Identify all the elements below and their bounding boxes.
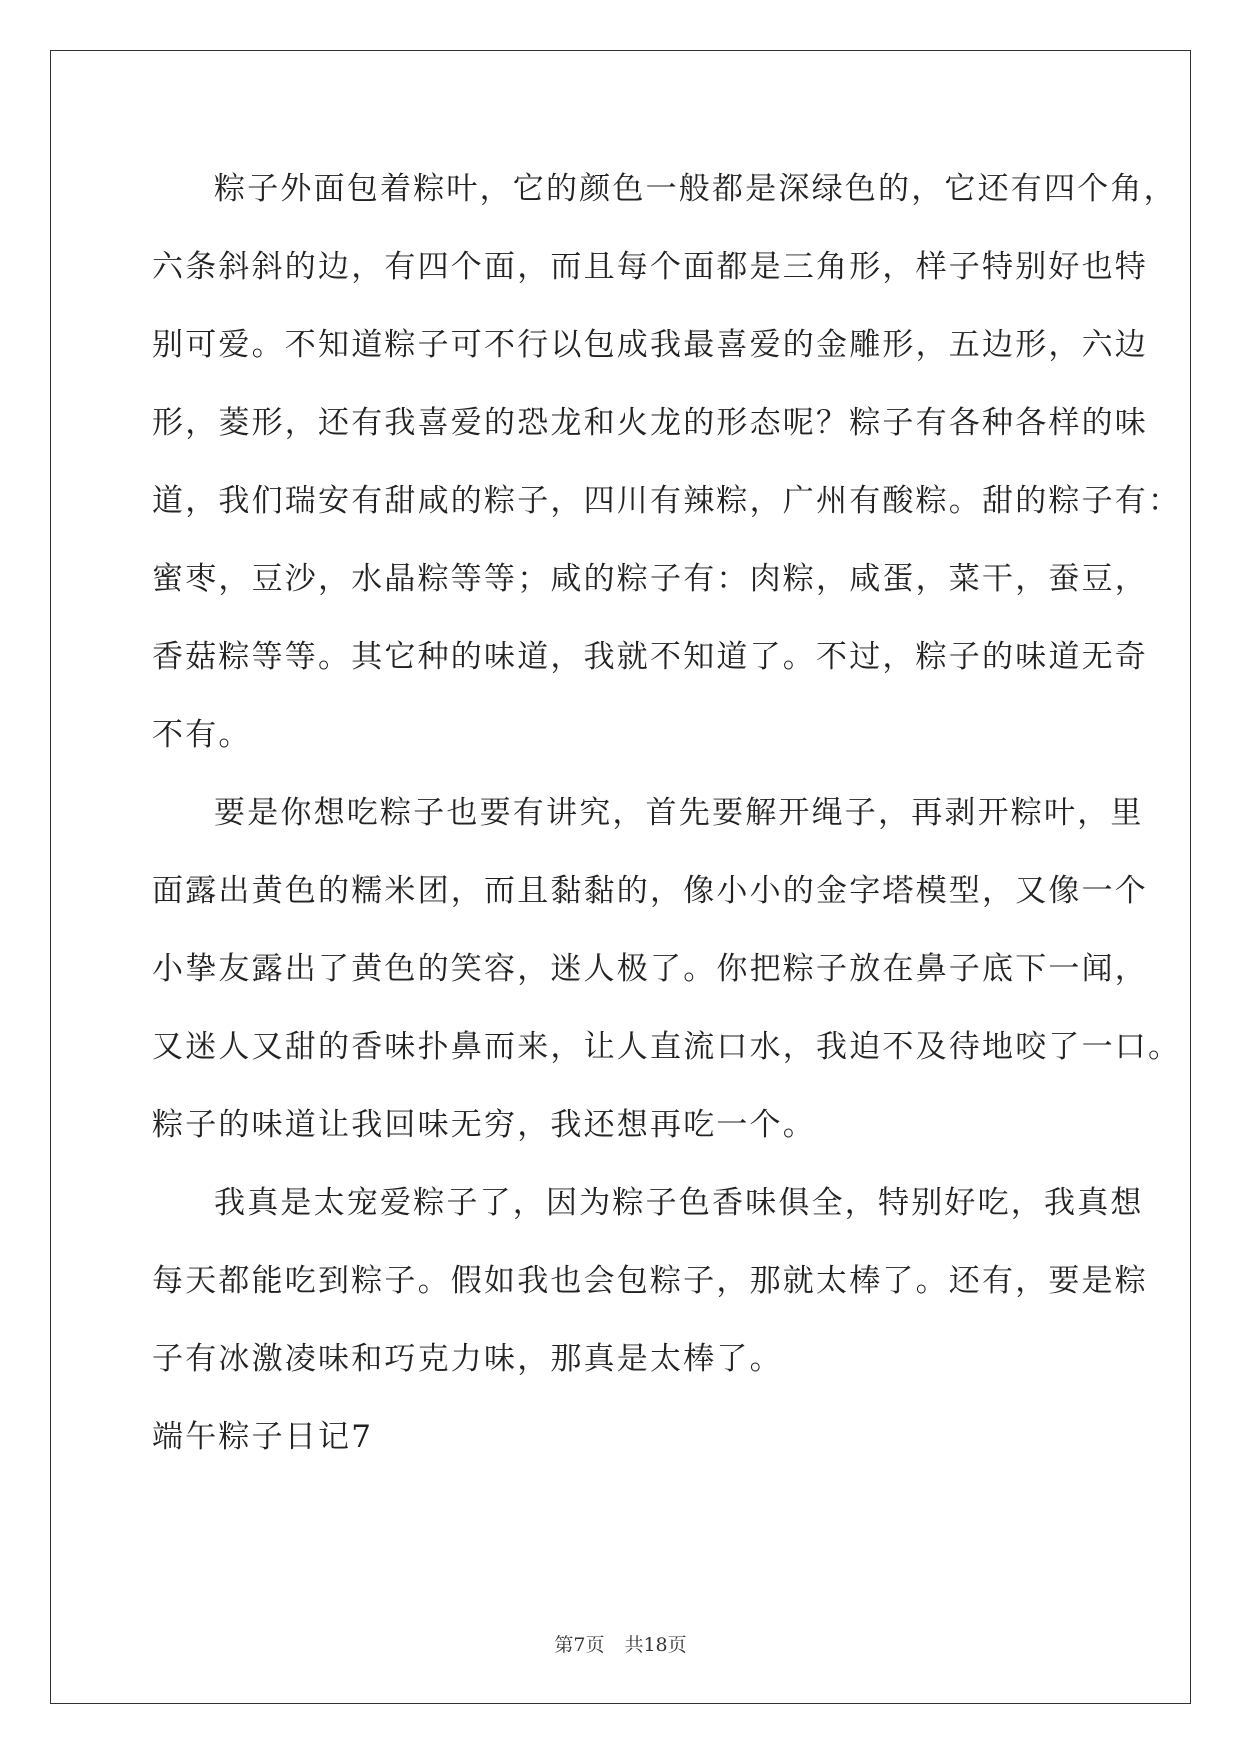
text-line: 道，我们瑞安有甜咸的粽子，四川有辣粽，广州有酸粽。甜的粽子有：	[152, 483, 1182, 519]
paragraph-2	[152, 774, 1182, 1164]
text-line: 蜜枣，豆沙，水晶粽等等；咸的粽子有：肉粽，咸蛋，菜干，蚕豆，	[152, 561, 1148, 597]
page-footer	[0, 1630, 1241, 1657]
paragraph-3	[152, 1164, 1148, 1398]
text-line: 每天都能吃到粽子。假如我也会包粽子，那就太棒了。还有，要是粽	[152, 1263, 1148, 1299]
text-line: 形，菱形，还有我喜爱的恐龙和火龙的形态呢？粽子有各种各样的味	[152, 405, 1148, 441]
text-line: 粽子外面包着粽叶，它的颜色一般都是深绿色的，它还有四个角，	[214, 171, 1177, 207]
text-line: 面露出黄色的糯米团，而且黏黏的，像小小的金字塔模型，又像一个	[152, 873, 1148, 909]
text-line: 我真是太宠爱粽子了，因为粽子色香味俱全，特别好吃，我真想	[214, 1185, 1144, 1221]
text-line: 要是你想吃粽子也要有讲究，首先要解开绳子，再剥开粽叶，里	[214, 795, 1144, 831]
page-number: 第7页	[554, 1634, 605, 1656]
page-total: 共18页	[624, 1634, 687, 1656]
section-heading: 端午粽子日记7	[152, 1419, 374, 1455]
text-line: 别可爱。不知道粽子可不行以包成我最喜爱的金雕形，五边形，六边	[152, 327, 1148, 363]
paragraph-1	[152, 150, 1182, 774]
text-line: 六条斜斜的边，有四个面，而且每个面都是三角形，样子特别好也特	[152, 249, 1148, 285]
text-line: 香菇粽等等。其它种的味道，我就不知道了。不过，粽子的味道无奇	[152, 639, 1148, 675]
document-body	[152, 150, 1182, 1476]
text-line: 子有冰激凌味和巧克力味，那真是太棒了。	[152, 1341, 783, 1377]
text-line: 不有。	[152, 717, 252, 753]
text-line: 又迷人又甜的香味扑鼻而来，让人直流口水，我迫不及待地咬了一口。	[152, 1029, 1182, 1065]
text-line: 粽子的味道让我回味无穷，我还想再吃一个。	[152, 1107, 816, 1143]
text-line: 小挚友露出了黄色的笑容，迷人极了。你把粽子放在鼻子底下一闻，	[152, 951, 1148, 987]
